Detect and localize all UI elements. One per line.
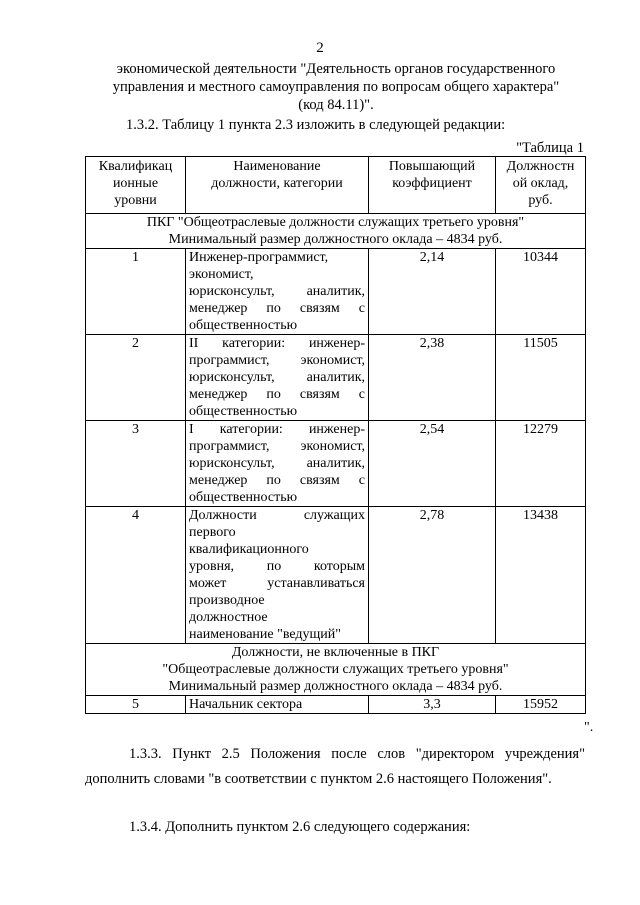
header-salary: Должностн ой оклад, руб.	[496, 157, 586, 214]
cell-position: Инженер-программист, экономист, юрисконсульт, аналитик, менеджер по связям с общественностью	[186, 249, 369, 335]
cell-coefficient: 2,78	[369, 507, 496, 644]
intro-line: (код 84.11)".	[298, 97, 374, 113]
intro-paragraph	[86, 60, 586, 114]
cell-position: Начальник сектора	[186, 696, 369, 714]
intro-line: экономической деятельности "Деятельность органов государственного	[116, 61, 556, 77]
table-header-row	[86, 157, 586, 214]
table-row	[86, 335, 586, 421]
table-group-row	[86, 214, 586, 249]
cell-salary: 15952	[496, 696, 586, 714]
cell-level: 4	[86, 507, 186, 644]
table-row	[86, 696, 586, 714]
table-end-quote: ".	[584, 720, 594, 735]
table-row	[86, 507, 586, 644]
cell-salary: 13438	[496, 507, 586, 644]
cell-level: 3	[86, 421, 186, 507]
cell-coefficient: 3,3	[369, 696, 496, 714]
paragraph-1-3-4: 1.3.4. Дополнить пунктом 2.6 следующего содержания:	[129, 819, 471, 835]
cell-salary: 10344	[496, 249, 586, 335]
paragraph-1-3-2: 1.3.2. Таблицу 1 пункта 2.3 изложить в следующей редакции:	[126, 117, 506, 133]
table-label: "Таблица 1	[516, 140, 584, 156]
page-number: 2	[316, 40, 324, 56]
cell-position: I категории: инженер- программист, экономист, юрисконсульт, аналитик, менеджер по связям с общественностью	[186, 421, 369, 507]
table-group-row	[86, 644, 586, 696]
cell-coefficient: 2,38	[369, 335, 496, 421]
cell-coefficient: 2,54	[369, 421, 496, 507]
intro-line: управления и местного самоуправления по вопросам общего характера"	[112, 79, 560, 95]
cell-coefficient: 2,14	[369, 249, 496, 335]
header-qualification-level: Квалификац ионные уровни	[86, 157, 186, 214]
cell-salary: 12279	[496, 421, 586, 507]
group-title-pkg: ПКГ "Общеотраслевые должности служащих третьего уровня" Минимальный размер должностного оклада – 4834 руб.	[86, 214, 586, 249]
cell-level: 5	[86, 696, 186, 714]
group-title-non-pkg: Должности, не включенные в ПКГ "Общеотраслевые должности служащих третьего уровня" Минимальный размер должностного оклада – 4834 руб.	[86, 644, 586, 696]
table-row	[86, 421, 586, 507]
cell-position: II категории: инженер- программист, экономист, юрисконсульт, аналитик, менеджер по связям с общественностью	[186, 335, 369, 421]
salary-table	[85, 156, 586, 714]
cell-salary: 11505	[496, 335, 586, 421]
header-position-name: Наименование должности, категории	[186, 157, 369, 214]
paragraph-1-3-3: 1.3.3. Пункт 2.5 Положения после слов "директором учреждения" дополнить словами "в соответствии с пунктом 2.6 настоящего Положения".	[85, 746, 585, 787]
cell-position: Должности служащих первого квалификационного уровня, по которым может устанавливаться производное должностное наименование "ведущий"	[186, 507, 369, 644]
header-coefficient: Повышающий коэффициент	[369, 157, 496, 214]
cell-level: 2	[86, 335, 186, 421]
cell-level: 1	[86, 249, 186, 335]
table-row	[86, 249, 586, 335]
